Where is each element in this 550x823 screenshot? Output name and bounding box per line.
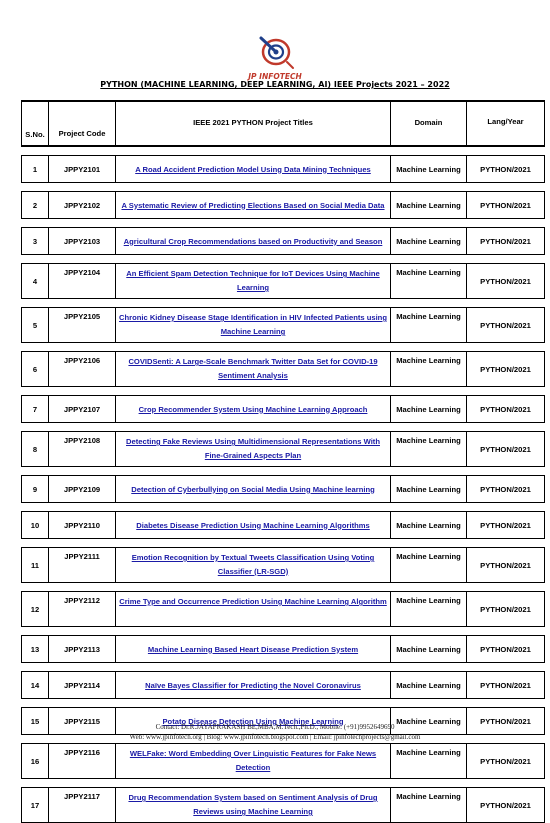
project-title-link[interactable]: Crime Type and Occurrence Prediction Using Machine Learning Algorithm — [119, 597, 387, 606]
cell-sno: 7 — [22, 396, 49, 423]
row-spacer — [22, 219, 545, 228]
cell-domain: Machine Learning — [391, 744, 467, 779]
row-spacer-cell — [22, 583, 545, 592]
cell-domain: Machine Learning — [391, 156, 467, 183]
cell-sno: 14 — [22, 672, 49, 699]
cell-project-code: JPPY2111 — [49, 548, 116, 583]
cell-project-code: JPPY2114 — [49, 672, 116, 699]
table-row — [22, 352, 545, 387]
jp-infotech-logo-icon — [253, 32, 299, 72]
project-title-link[interactable]: COVIDSenti: A Large-Scale Benchmark Twitter Data Set for COVID-19 Sentiment Analysis — [128, 357, 378, 380]
row-spacer — [22, 699, 545, 708]
cell-domain: Machine Learning — [391, 636, 467, 663]
col-header-domain: Domain — [391, 101, 467, 146]
table-row — [22, 264, 545, 299]
row-spacer — [22, 663, 545, 672]
cell-domain: Machine Learning — [391, 708, 467, 735]
cell-lang-year: PYTHON/2021 — [467, 192, 545, 219]
row-spacer — [22, 343, 545, 352]
cell-sno: 2 — [22, 192, 49, 219]
cell-domain: Machine Learning — [391, 396, 467, 423]
row-spacer-cell — [22, 146, 545, 156]
table-row — [22, 636, 545, 663]
row-spacer — [22, 423, 545, 432]
brand-name: JP INFOTECH — [248, 72, 302, 81]
cell-lang-year: PYTHON/2021 — [467, 636, 545, 663]
table-row — [22, 432, 545, 467]
cell-lang-year: PYTHON/2021 — [467, 788, 545, 823]
cell-project-title — [116, 548, 391, 583]
project-title-link[interactable]: Detection of Cyberbullying on Social Media Using Machine learning — [131, 484, 375, 494]
cell-domain: Machine Learning — [391, 352, 467, 387]
cell-lang-year: PYTHON/2021 — [467, 708, 545, 735]
table-row — [22, 228, 545, 255]
cell-project-title — [116, 352, 391, 387]
cell-domain: Machine Learning — [391, 432, 467, 467]
cell-sno: 5 — [22, 308, 49, 343]
row-spacer — [22, 539, 545, 548]
table-row — [22, 672, 545, 699]
cell-project-code: JPPY2104 — [49, 264, 116, 299]
cell-project-code: JPPY2106 — [49, 352, 116, 387]
cell-sno: 3 — [22, 228, 49, 255]
cell-sno: 12 — [22, 592, 49, 627]
table-row — [22, 592, 545, 627]
cell-sno: 11 — [22, 548, 49, 583]
cell-project-title — [116, 672, 391, 699]
project-title-link[interactable]: Diabetes Disease Prediction Using Machine Learning Algorithms — [136, 520, 370, 530]
cell-sno: 15 — [22, 708, 49, 735]
cell-domain: Machine Learning — [391, 592, 467, 627]
project-title-link[interactable]: Drug Recommendation System based on Sentiment Analysis of Drug Reviews using Machine Learning — [128, 793, 378, 816]
cell-sno: 1 — [22, 156, 49, 183]
cell-domain: Machine Learning — [391, 788, 467, 823]
cell-project-title — [116, 192, 391, 219]
cell-project-code: JPPY2112 — [49, 592, 116, 627]
cell-domain: Machine Learning — [391, 672, 467, 699]
row-spacer-cell — [22, 539, 545, 548]
row-spacer-cell — [22, 343, 545, 352]
table-row — [22, 744, 545, 779]
table-header-row — [22, 101, 545, 146]
cell-domain: Machine Learning — [391, 548, 467, 583]
cell-lang-year: PYTHON/2021 — [467, 592, 545, 627]
cell-project-title — [116, 228, 391, 255]
cell-project-title — [116, 476, 391, 503]
project-title-link[interactable]: An Efficient Spam Detection Technique for IoT Devices Using Machine Learning — [126, 269, 380, 292]
row-spacer-cell — [22, 299, 545, 308]
row-spacer — [22, 299, 545, 308]
page-title: PYTHON (MACHINE LEARNING, DEEP LEARNING, AI) IEEE Projects 2021 – 2022 — [100, 80, 450, 89]
cell-lang-year: PYTHON/2021 — [467, 352, 545, 387]
cell-project-code: JPPY2101 — [49, 156, 116, 183]
project-title-link[interactable]: WELFake: Word Embedding Over Linguistic Features for Fake News Detection — [129, 749, 377, 772]
table-row — [22, 476, 545, 503]
row-spacer-cell — [22, 255, 545, 264]
cell-lang-year: PYTHON/2021 — [467, 228, 545, 255]
cell-project-title — [116, 788, 391, 823]
row-spacer-cell — [22, 467, 545, 476]
cell-sno: 9 — [22, 476, 49, 503]
cell-project-code: JPPY2108 — [49, 432, 116, 467]
cell-project-code: JPPY2116 — [49, 744, 116, 779]
cell-domain: Machine Learning — [391, 476, 467, 503]
cell-domain: Machine Learning — [391, 512, 467, 539]
cell-lang-year: PYTHON/2021 — [467, 476, 545, 503]
cell-project-title — [116, 308, 391, 343]
project-title-link[interactable]: A Road Accident Prediction Model Using Data Mining Techniques — [135, 164, 371, 174]
cell-project-title — [116, 592, 391, 627]
row-spacer — [22, 183, 545, 192]
row-spacer-cell — [22, 779, 545, 788]
cell-project-title — [116, 264, 391, 299]
table-row — [22, 788, 545, 823]
project-title-link[interactable]: A Systematic Review of Predicting Elections Based on Social Media Data — [121, 200, 385, 210]
cell-project-title — [116, 432, 391, 467]
cell-lang-year: PYTHON/2021 — [467, 396, 545, 423]
cell-project-title — [116, 512, 391, 539]
row-spacer-cell — [22, 423, 545, 432]
cell-project-code: JPPY2105 — [49, 308, 116, 343]
project-title-link[interactable]: Naïve Bayes Classifier for Predicting the Novel Coronavirus — [145, 680, 361, 690]
cell-project-code: JPPY2117 — [49, 788, 116, 823]
cell-domain: Machine Learning — [391, 228, 467, 255]
project-title-link[interactable]: Potato Disease Detection Using Machine Learning — [162, 716, 344, 726]
cell-lang-year: PYTHON/2021 — [467, 264, 545, 299]
table-row — [22, 308, 545, 343]
cell-project-code: JPPY2103 — [49, 228, 116, 255]
footer-links: Web: www.jpinfotech.org | Blog: www.jpinfotech.blogspot.com | Email: jpinfotechprojects@gmail.com — [129, 733, 421, 741]
cell-sno: 8 — [22, 432, 49, 467]
row-spacer — [22, 146, 545, 156]
cell-project-title — [116, 156, 391, 183]
cell-project-code: JPPY2110 — [49, 512, 116, 539]
cell-sno: 10 — [22, 512, 49, 539]
cell-project-title — [116, 744, 391, 779]
col-header-sno: S.No. — [22, 101, 49, 146]
col-header-lang: Lang/Year — [467, 101, 545, 146]
cell-lang-year: PYTHON/2021 — [467, 308, 545, 343]
cell-sno: 16 — [22, 744, 49, 779]
cell-project-code: JPPY2115 — [49, 708, 116, 735]
row-spacer — [22, 583, 545, 592]
row-spacer — [22, 467, 545, 476]
row-spacer-cell — [22, 663, 545, 672]
cell-lang-year: PYTHON/2021 — [467, 156, 545, 183]
table-row — [22, 156, 545, 183]
cell-sno: 6 — [22, 352, 49, 387]
project-title-link[interactable]: Chronic Kidney Disease Stage Identification in HIV Infected Patients using Machine Learning — [119, 313, 387, 336]
row-spacer-cell — [22, 627, 545, 636]
row-spacer — [22, 503, 545, 512]
cell-project-title — [116, 636, 391, 663]
project-title-link[interactable]: Machine Learning Based Heart Disease Prediction System — [147, 644, 359, 654]
cell-domain: Machine Learning — [391, 192, 467, 219]
table-row — [22, 512, 545, 539]
cell-project-code: JPPY2107 — [49, 396, 116, 423]
cell-domain: Machine Learning — [391, 264, 467, 299]
cell-project-code: JPPY2102 — [49, 192, 116, 219]
col-header-code: Project Code — [49, 101, 116, 146]
cell-sno: 17 — [22, 788, 49, 823]
projects-table — [21, 100, 545, 823]
project-title-link[interactable]: Agricultural Crop Recommendations based on Productivity and Season — [123, 236, 383, 246]
cell-lang-year: PYTHON/2021 — [467, 744, 545, 779]
row-spacer — [22, 387, 545, 396]
row-spacer — [22, 779, 545, 788]
project-title-link[interactable]: Crop Recommender System Using Machine Learning Approach — [138, 404, 368, 414]
cell-project-code: JPPY2113 — [49, 636, 116, 663]
row-spacer-cell — [22, 219, 545, 228]
cell-lang-year: PYTHON/2021 — [467, 432, 545, 467]
cell-project-code: JPPY2109 — [49, 476, 116, 503]
table-body — [22, 146, 545, 823]
row-spacer-cell — [22, 699, 545, 708]
table-row — [22, 396, 545, 423]
row-spacer-cell — [22, 503, 545, 512]
table-row — [22, 548, 545, 583]
col-header-title: IEEE 2021 PYTHON Project Titles — [116, 101, 391, 146]
footer-contact: Contact: Dr.R.JAYAPRAKASH BE,MBA,M.Tech.,Ph.D., Mobile: (+91)9952649690 — [155, 723, 395, 731]
cell-lang-year: PYTHON/2021 — [467, 672, 545, 699]
cell-sno: 4 — [22, 264, 49, 299]
project-title-link[interactable]: Detecting Fake Reviews Using Multidimensional Representations With Fine-Grained Aspects Plan — [126, 437, 380, 460]
cell-lang-year: PYTHON/2021 — [467, 512, 545, 539]
row-spacer — [22, 627, 545, 636]
row-spacer-cell — [22, 183, 545, 192]
row-spacer-cell — [22, 387, 545, 396]
project-title-link[interactable]: Emotion Recognition by Textual Tweets Classification Using Voting Classifier (LR-SGD) — [131, 553, 375, 576]
cell-lang-year: PYTHON/2021 — [467, 548, 545, 583]
row-spacer — [22, 255, 545, 264]
cell-project-title — [116, 396, 391, 423]
cell-sno: 13 — [22, 636, 49, 663]
table-row — [22, 192, 545, 219]
cell-domain: Machine Learning — [391, 308, 467, 343]
